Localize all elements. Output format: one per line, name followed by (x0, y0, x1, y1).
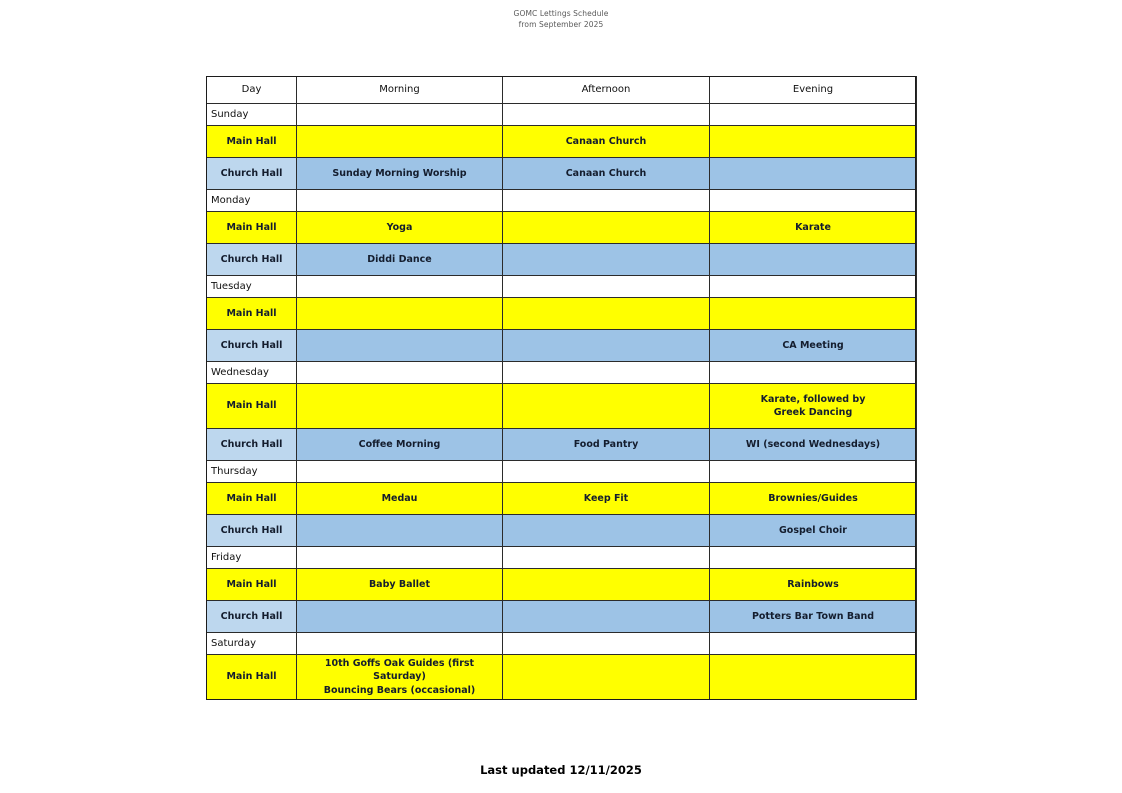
tuesday-main-afternoon (503, 298, 710, 330)
column-header-day: Day (207, 77, 297, 104)
day-spacer-evening (710, 633, 917, 655)
monday-church-hall-row (207, 244, 917, 276)
saturday-main-morning-line-1: 10th Goffs Oak Guides (first Saturday) (324, 657, 475, 683)
day-row-sunday (207, 104, 917, 126)
day-spacer-morning (297, 104, 503, 126)
friday-main-hall-row (207, 569, 917, 601)
thursday-main-evening: Brownies/Guides (710, 483, 917, 515)
document-title-line-1: GOMC Lettings Schedule (513, 9, 609, 18)
sunday-main-afternoon: Canaan Church (503, 126, 710, 158)
lettings-schedule-table-wrapper (206, 76, 916, 700)
sunday-church-afternoon: Canaan Church (503, 158, 710, 190)
monday-church-morning: Diddi Dance (297, 244, 503, 276)
document-footer: Last updated 12/11/2025 (480, 763, 642, 777)
tuesday-main-hall-row (207, 298, 917, 330)
column-header-evening: Evening (710, 77, 917, 104)
wednesday-church-hall-row (207, 429, 917, 461)
day-spacer-afternoon (503, 276, 710, 298)
sunday-main-morning (297, 126, 503, 158)
thursday-main-hall-row (207, 483, 917, 515)
day-spacer-afternoon (503, 190, 710, 212)
saturday-main-hall-row (207, 655, 917, 700)
day-spacer-evening (710, 190, 917, 212)
day-name-monday: Monday (207, 190, 297, 212)
sunday-church-evening (710, 158, 917, 190)
friday-main-morning: Baby Ballet (297, 569, 503, 601)
document-header (0, 9, 1122, 30)
friday-church-evening: Potters Bar Town Band (710, 601, 917, 633)
tuesday-main-evening (710, 298, 917, 330)
day-row-friday (207, 547, 917, 569)
day-spacer-evening (710, 362, 917, 384)
thursday-church-hall-row (207, 515, 917, 547)
monday-church-afternoon (503, 244, 710, 276)
hall-label-main: Main Hall (207, 126, 297, 158)
hall-label-church: Church Hall (207, 158, 297, 190)
wednesday-church-afternoon: Food Pantry (503, 429, 710, 461)
sunday-church-hall-row (207, 158, 917, 190)
day-spacer-afternoon (503, 547, 710, 569)
hall-label-main: Main Hall (207, 384, 297, 429)
friday-main-evening: Rainbows (710, 569, 917, 601)
day-spacer-morning (297, 190, 503, 212)
day-spacer-morning (297, 633, 503, 655)
monday-church-evening (710, 244, 917, 276)
wednesday-main-evening (710, 384, 917, 429)
tuesday-church-morning (297, 330, 503, 362)
hall-label-main: Main Hall (207, 655, 297, 700)
saturday-main-evening (710, 655, 917, 700)
day-spacer-morning (297, 461, 503, 483)
day-spacer-afternoon (503, 461, 710, 483)
friday-church-hall-row (207, 601, 917, 633)
hall-label-main: Main Hall (207, 569, 297, 601)
day-spacer-morning (297, 362, 503, 384)
hall-label-church: Church Hall (207, 515, 297, 547)
day-spacer-morning (297, 547, 503, 569)
thursday-main-morning: Medau (297, 483, 503, 515)
wednesday-main-afternoon (503, 384, 710, 429)
monday-main-evening: Karate (710, 212, 917, 244)
hall-label-church: Church Hall (207, 429, 297, 461)
day-spacer-afternoon (503, 633, 710, 655)
day-spacer-evening (710, 276, 917, 298)
day-spacer-morning (297, 276, 503, 298)
document-subtitle-line-2: from September 2025 (518, 19, 604, 29)
saturday-main-afternoon (503, 655, 710, 700)
day-spacer-evening (710, 461, 917, 483)
column-header-afternoon: Afternoon (503, 77, 710, 104)
saturday-main-morning (297, 655, 503, 700)
monday-main-afternoon (503, 212, 710, 244)
day-row-saturday (207, 633, 917, 655)
day-row-monday (207, 190, 917, 212)
hall-label-main: Main Hall (207, 212, 297, 244)
day-row-thursday (207, 461, 917, 483)
wednesday-main-evening-line-1: Karate, followed by (760, 393, 866, 405)
day-name-saturday: Saturday (207, 633, 297, 655)
friday-main-afternoon (503, 569, 710, 601)
day-name-tuesday: Tuesday (207, 276, 297, 298)
friday-church-afternoon (503, 601, 710, 633)
tuesday-church-hall-row (207, 330, 917, 362)
saturday-main-morning-line-2: Bouncing Bears (occasional) (323, 684, 476, 696)
sunday-church-morning: Sunday Morning Worship (297, 158, 503, 190)
day-name-thursday: Thursday (207, 461, 297, 483)
sunday-main-hall-row (207, 126, 917, 158)
day-row-tuesday (207, 276, 917, 298)
day-name-friday: Friday (207, 547, 297, 569)
hall-label-main: Main Hall (207, 298, 297, 330)
tuesday-main-morning (297, 298, 503, 330)
wednesday-main-evening-line-2: Greek Dancing (773, 407, 853, 418)
day-spacer-afternoon (503, 362, 710, 384)
column-header-morning: Morning (297, 77, 503, 104)
wednesday-church-morning: Coffee Morning (297, 429, 503, 461)
wednesday-main-morning (297, 384, 503, 429)
wednesday-main-hall-row (207, 384, 917, 429)
hall-label-main: Main Hall (207, 483, 297, 515)
day-name-sunday: Sunday (207, 104, 297, 126)
monday-main-morning: Yoga (297, 212, 503, 244)
thursday-main-afternoon: Keep Fit (503, 483, 710, 515)
hall-label-church: Church Hall (207, 330, 297, 362)
day-spacer-afternoon (503, 104, 710, 126)
table-header-row (207, 77, 917, 104)
sunday-main-evening (710, 126, 917, 158)
wednesday-church-evening: WI (second Wednesdays) (710, 429, 917, 461)
thursday-church-afternoon (503, 515, 710, 547)
tuesday-church-afternoon (503, 330, 710, 362)
hall-label-church: Church Hall (207, 601, 297, 633)
thursday-church-evening: Gospel Choir (710, 515, 917, 547)
day-spacer-evening (710, 104, 917, 126)
thursday-church-morning (297, 515, 503, 547)
day-spacer-evening (710, 547, 917, 569)
lettings-schedule-table (206, 76, 917, 700)
day-row-wednesday (207, 362, 917, 384)
day-name-wednesday: Wednesday (207, 362, 297, 384)
hall-label-church: Church Hall (207, 244, 297, 276)
monday-main-hall-row (207, 212, 917, 244)
friday-church-morning (297, 601, 503, 633)
tuesday-church-evening: CA Meeting (710, 330, 917, 362)
